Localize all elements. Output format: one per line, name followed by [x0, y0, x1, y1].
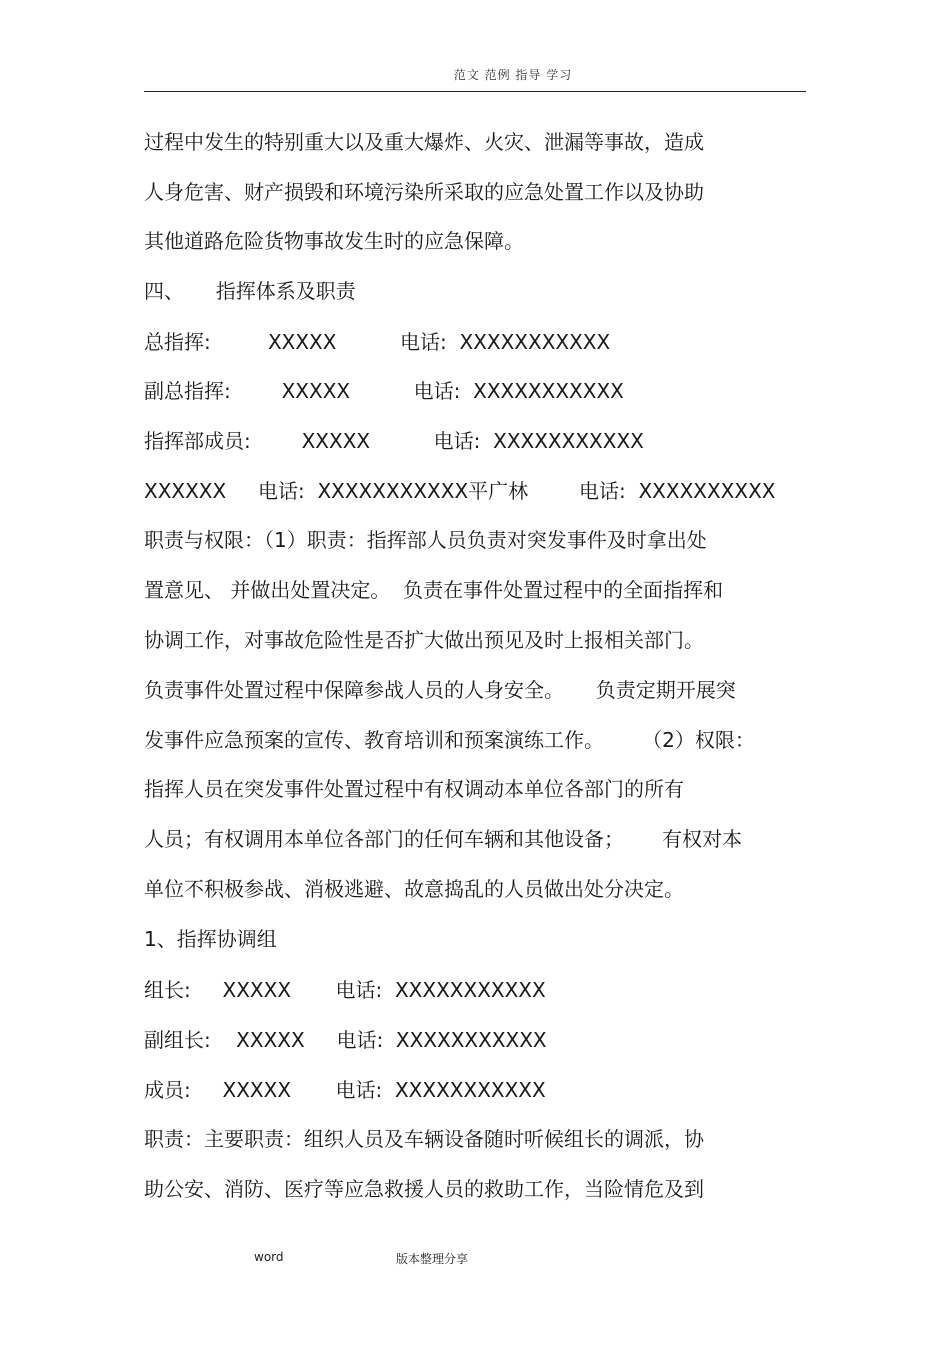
header-title: 范文 范例 指导 学习: [453, 68, 573, 82]
contact-line: 副组长: XXXXX 电话: XXXXXXXXXXX: [144, 1028, 547, 1052]
subsection-heading: 1、指挥协调组: [144, 927, 277, 951]
paragraph-line: 指挥人员在突发事件处置过程中有权调动本单位各部门的所有: [144, 777, 684, 801]
contact-line: 成员: XXXXX 电话: XXXXXXXXXXX: [144, 1078, 546, 1102]
paragraph-line: 发事件应急预案的宣传、教育培训和预案演练工作。 （2）权限：: [144, 728, 755, 752]
contact-line: XXXXXX 电话: XXXXXXXXXXX平广林 电话: XXXXXXXXXX: [144, 479, 776, 503]
paragraph-line: 协调工作，对事故危险性是否扩大做出预见及时上报相关部门。: [144, 628, 704, 652]
contact-line: 指挥部成员: XXXXX 电话: XXXXXXXXXXX: [144, 429, 644, 453]
paragraph-line: 职责：主要职责：组织人员及车辆设备随时听候组长的调派，协: [144, 1127, 704, 1151]
contact-line: 总指挥: XXXXX 电话: XXXXXXXXXXX: [144, 330, 611, 354]
paragraph-line: 其他道路危险货物事故发生时的应急保障。: [144, 229, 524, 253]
paragraph-line: 置意见、 并做出处置决定。 负责在事件处置过程中的全面指挥和: [144, 578, 724, 602]
contact-line: 副总指挥: XXXXX 电话: XXXXXXXXXXX: [144, 379, 624, 403]
paragraph-line: 人身危害、财产损毁和环境污染所采取的应急处置工作以及协助: [144, 180, 704, 204]
page-header: [0, 66, 950, 83]
paragraph-line: 职责与权限：（1）职责：指挥部人员负责对突发事件及时拿出处: [144, 528, 707, 552]
footer-left: word: [254, 1250, 284, 1264]
paragraph-line: 人员；有权调用本单位各部门的任何车辆和其他设备； 有权对本: [144, 827, 743, 851]
paragraph-line: 负责事件处置过程中保障参战人员的人身安全。 负责定期开展突: [144, 678, 736, 702]
footer-right: 版本整理分享: [396, 1252, 469, 1266]
contact-line: 组长: XXXXX 电话: XXXXXXXXXXX: [144, 978, 546, 1002]
section-heading: 四、 指挥体系及职责: [144, 279, 356, 303]
header-divider: [144, 91, 806, 92]
paragraph-line: 助公安、消防、医疗等应急救援人员的救助工作，当险情危及到: [144, 1177, 704, 1201]
paragraph-line: 过程中发生的特别重大以及重大爆炸、火灾、泄漏等事故，造成: [144, 130, 704, 154]
paragraph-line: 单位不积极参战、消极逃避、故意捣乱的人员做出处分决定。: [144, 877, 684, 901]
